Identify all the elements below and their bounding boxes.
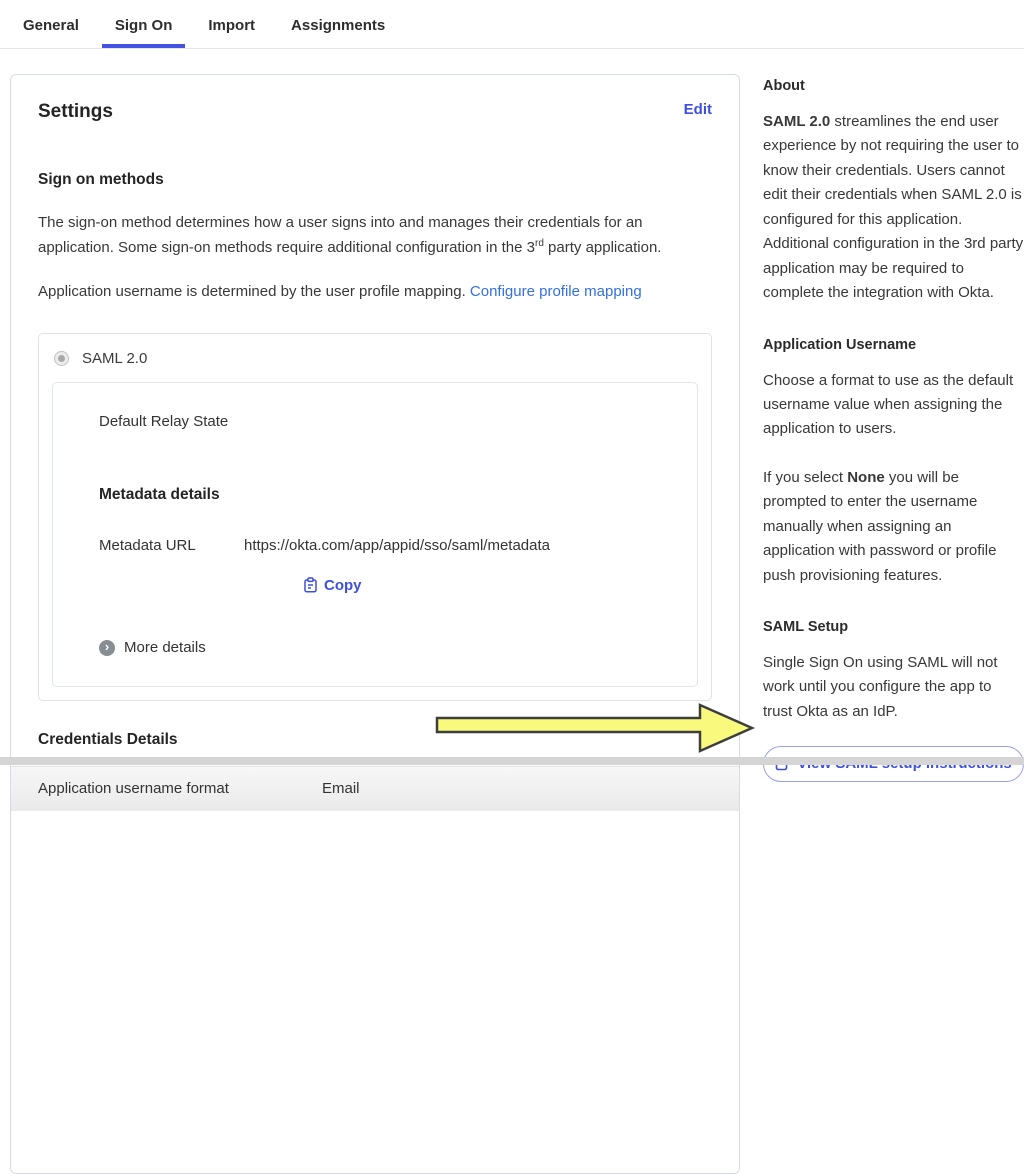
metadata-url-label: Metadata URL (99, 536, 196, 554)
copy-row (304, 577, 651, 599)
window-bottom-edge (0, 757, 1024, 765)
application-username-paragraph-2 (763, 466, 1024, 588)
tab-bar (0, 0, 1024, 49)
username-mapping-text: Application username is determined by the user profile mapping. (38, 283, 470, 301)
tab-assignments[interactable]: Assignments (291, 17, 386, 34)
ordinal-superscript: rd (534, 237, 544, 249)
tab-general[interactable]: General (23, 17, 79, 34)
sign-on-description-tail: party application. (543, 238, 662, 256)
tab-sign-on[interactable]: Sign On (102, 9, 186, 48)
none-bold: None (847, 468, 885, 486)
content-area (0, 49, 1024, 1174)
saml-setup-paragraph: Single Sign On using SAML will not work until you configure the app to trust Okta as an IdP. (763, 654, 998, 720)
username-mapping-note (38, 280, 696, 305)
settings-title: Settings (38, 101, 113, 122)
credentials-row-label: Application username format (38, 780, 229, 798)
edit-link[interactable]: Edit (683, 101, 712, 118)
saml-radio-label: SAML 2.0 (82, 349, 148, 367)
metadata-url-row (99, 537, 651, 554)
about-paragraph (763, 110, 1024, 306)
application-username-heading: Application Username (763, 336, 917, 353)
more-details-label: More details (124, 639, 206, 657)
default-relay-state-label: Default Relay State (99, 412, 229, 430)
metadata-url-value: https://okta.com/app/appid/sso/saml/metadata (244, 536, 550, 554)
credentials-row-value: Email (322, 780, 360, 798)
metadata-details-heading: Metadata details (99, 485, 220, 503)
tab-import[interactable]: Import (208, 17, 256, 34)
saml-method-box (38, 333, 712, 702)
about-body-text: streamlines the end user experience by not requiring the user to know their credentials. Users cannot edit their credentials when SAML 2.0 is configured for this application. Additional configuration in the 3rd party application may be required to complete the integration with Okta. (763, 113, 1024, 302)
configure-profile-mapping-link[interactable]: Configure profile mapping (469, 283, 642, 301)
saml-details-box (52, 382, 698, 688)
chevron-right-circle-icon: › (99, 640, 115, 656)
settings-card-header (38, 101, 712, 123)
copy-metadata-url-button[interactable] (304, 577, 362, 594)
about-lead-bold: SAML 2.0 (763, 113, 831, 130)
copy-label: Copy (324, 576, 362, 594)
more-details-toggle[interactable] (99, 639, 206, 656)
sign-on-description-text: The sign-on method determines how a user signs into and manages their credentials for an application. Some sign-on methods require additional configuration in the 3 (38, 214, 643, 256)
p2-before: If you select (763, 468, 848, 486)
saml-setup-heading: SAML Setup (763, 619, 849, 635)
help-sidebar (763, 49, 1024, 782)
credentials-details-heading: Credentials Details (38, 731, 178, 749)
p2-after: you will be prompted to enter the username manually when assigning an application with password or profile push provisioning features. (763, 468, 997, 584)
clipboard-copy-icon (304, 577, 317, 593)
saml-radio-row (52, 348, 698, 382)
about-heading: About (763, 78, 805, 94)
settings-card (10, 74, 740, 1174)
application-username-paragraph-1: Choose a format to use as the default username value when assigning the application to users. (763, 371, 1014, 438)
sign-on-methods-heading: Sign on methods (38, 171, 164, 188)
saml-radio-button[interactable] (54, 351, 69, 366)
credentials-row (11, 766, 739, 811)
sign-on-description (38, 211, 696, 260)
